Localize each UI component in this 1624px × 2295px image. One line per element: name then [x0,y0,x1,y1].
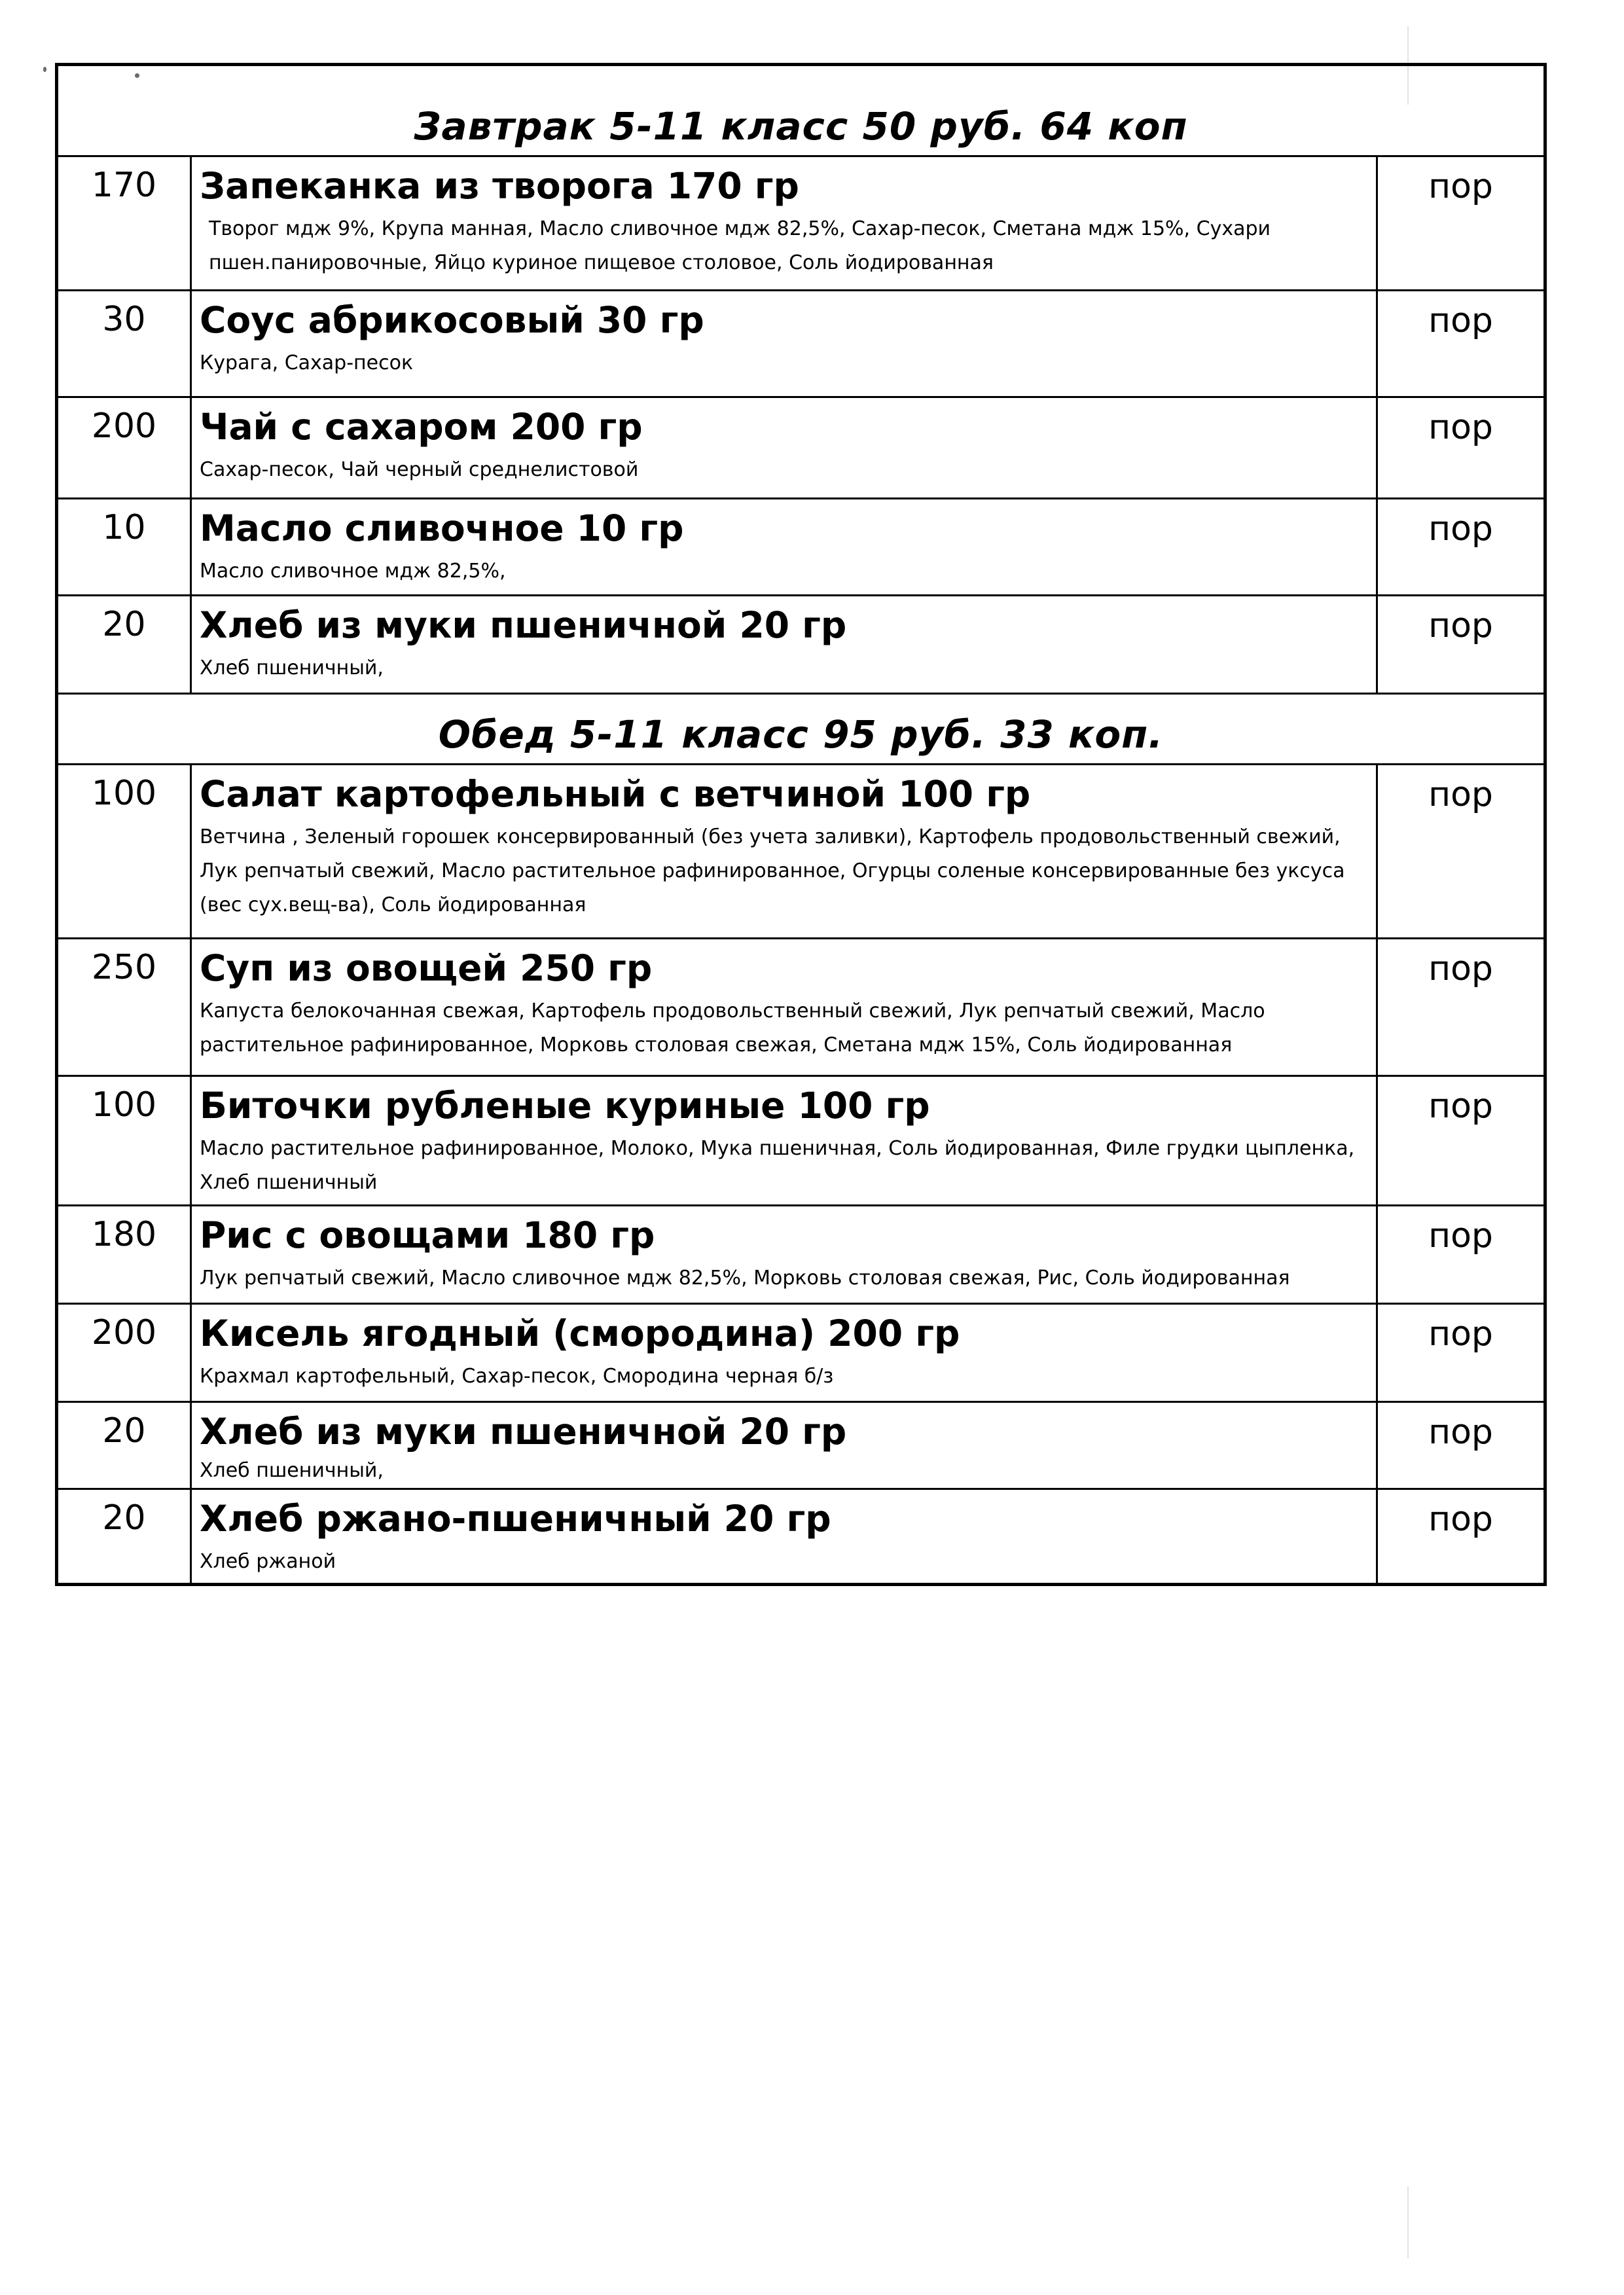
menu-row [57,765,1545,939]
dish-name: Хлеб ржано-пшеничный 20 гр [200,1498,831,1540]
dish-cell [191,1304,1377,1402]
ingredients: Курага, Сахар-песок [200,352,414,374]
menu-row [57,1304,1545,1402]
unit-cell: пор [1377,1076,1545,1206]
dish-cell [191,291,1377,397]
scan-speck [43,67,46,72]
unit-cell: пор [1377,939,1545,1076]
ingredients: Хлеб ржаной [200,1550,336,1573]
weight-cell: 100 [57,765,191,939]
menu-row [57,1489,1545,1585]
unit-cell: пор [1377,765,1545,939]
weight-cell: 20 [57,596,191,694]
weight-cell: 250 [57,939,191,1076]
dish-cell [191,765,1377,939]
section-title: Завтрак 5-11 класс 50 руб. 64 коп [414,104,1188,149]
dish-name: Салат картофельный с ветчиной 100 гр [200,773,1031,815]
unit-cell: пор [1377,397,1545,499]
dish-cell [191,1489,1377,1585]
unit-cell: пор [1377,156,1545,291]
menu-row [57,499,1545,596]
ingredients: Ветчина , Зеленый горошек консервированный (без учета заливки), Картофель продовольственный свежий, Лук репчатый свежий, Масло растительное рафинированное, Огурцы соленые консервированные без уксуса (вес сух.вещ-ва), Соль йодированная [200,825,1345,916]
ingredients: Творог мдж 9%, Крупа манная, Масло сливочное мдж 82,5%, Сахар-песок, Сметана мдж 15%, Сухари пшен.панировочные, Яйцо куриное пищевое столовое, Соль йодированная [209,217,1271,274]
unit-cell: пор [1377,1206,1545,1304]
ingredients: Капуста белокочанная свежая, Картофель продовольственный свежий, Лук репчатый свежий, Масло растительное рафинированное, Морковь столовая свежая, Сметана мдж 15%, Соль йодированная [200,1000,1265,1057]
ingredients: Хлеб пшеничный, [200,657,384,679]
dish-cell [191,939,1377,1076]
dish-name: Биточки рубленые куриные 100 гр [200,1085,930,1127]
unit-cell: пор [1377,291,1545,397]
unit-cell: пор [1377,596,1545,694]
weight-cell: 200 [57,397,191,499]
unit-cell: пор [1377,499,1545,596]
unit-cell: пор [1377,1304,1545,1402]
menu-row [57,291,1545,397]
weight-cell: 30 [57,291,191,397]
dish-cell [191,397,1377,499]
ingredients: Масло растительное рафинированное, Молоко, Мука пшеничная, Соль йодированная, Филе грудки цыпленка, Хлеб пшеничный [200,1137,1355,1194]
weight-cell: 170 [57,156,191,291]
weight-cell: 180 [57,1206,191,1304]
section-title: Обед 5-11 класс 95 руб. 33 коп. [438,712,1164,757]
menu-row [57,397,1545,499]
section-header-lunch [57,694,1545,765]
ingredients: Сахар-песок, Чай черный среднелистовой [200,458,639,481]
ingredients: Масло сливочное мдж 82,5%, [200,560,506,583]
dish-name: Хлеб из муки пшеничной 20 гр [200,1411,847,1453]
menu-row [57,156,1545,291]
weight-cell: 20 [57,1489,191,1585]
unit-cell: пор [1377,1489,1545,1585]
dish-name: Хлеб из муки пшеничной 20 гр [200,604,847,646]
dish-cell [191,1076,1377,1206]
dish-name: Соус абрикосовый 30 гр [200,299,704,341]
ingredients: Лук репчатый свежий, Масло сливочное мдж 82,5%, Морковь столовая свежая, Рис, Соль йодированная [200,1267,1290,1290]
menu-row [57,1206,1545,1304]
weight-cell: 200 [57,1304,191,1402]
dish-name: Кисель ягодный (смородина) 200 гр [200,1312,960,1354]
menu-row [57,596,1545,694]
ingredients: Крахмал картофельный, Сахар-песок, Смородина черная б/з [200,1365,834,1388]
weight-cell: 20 [57,1402,191,1489]
dish-name: Масло сливочное 10 гр [200,507,684,549]
dish-name: Чай с сахаром 200 гр [200,406,643,448]
menu-row [57,939,1545,1076]
weight-cell: 10 [57,499,191,596]
dish-cell [191,596,1377,694]
weight-cell: 100 [57,1076,191,1206]
dish-name: Запеканка из творога 170 гр [200,165,799,207]
dish-cell [191,499,1377,596]
scan-edge-line [1407,2186,1409,2258]
dish-cell [191,156,1377,291]
dish-cell [191,1206,1377,1304]
dish-name: Рис с овощами 180 гр [200,1214,655,1256]
dish-cell [191,1402,1377,1489]
ingredients: Хлеб пшеничный, [200,1459,384,1482]
menu-table [55,63,1547,1586]
menu-row [57,1402,1545,1489]
unit-cell: пор [1377,1402,1545,1489]
menu-row [57,1076,1545,1206]
section-header-breakfast [57,65,1545,156]
dish-name: Суп из овощей 250 гр [200,947,653,989]
